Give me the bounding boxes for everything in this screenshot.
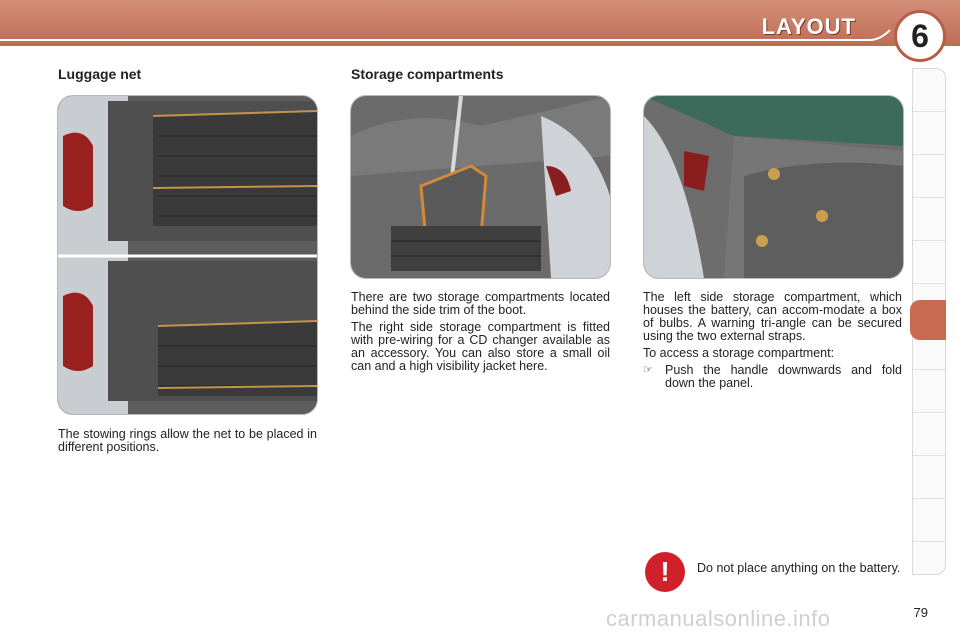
- warning-text: [697, 562, 902, 579]
- storage-column-1: [351, 291, 610, 377]
- chapter-tab[interactable]: [913, 456, 945, 499]
- warning-icon: !: [645, 552, 685, 592]
- chapter-tab[interactable]: [913, 69, 945, 112]
- page-number: 79: [913, 605, 928, 620]
- page-title: LAYOUT: [761, 14, 856, 39]
- storage-column-2: [643, 291, 902, 390]
- chapter-tab[interactable]: [913, 155, 945, 198]
- luggage-net-paragraph: The stowing rings allow the net to be placed in different positions.: [58, 427, 317, 454]
- storage-paragraph: The right side storage compartment is fitted with pre-wiring for a CD changer available as an accessory. You can also store a small oil can and a high visibility jacket here.: [351, 320, 610, 373]
- storage-paragraph: To access a storage compartment:: [643, 346, 835, 360]
- watermark: carmanualsonline.info: [606, 606, 831, 631]
- chapter-tab[interactable]: [913, 198, 945, 241]
- chapter-tab[interactable]: [913, 241, 945, 284]
- chapter-tab[interactable]: [913, 370, 945, 413]
- active-chapter-tab[interactable]: [910, 300, 946, 340]
- storage-paragraph: There are two storage compartments located behind the side trim of the boot.: [351, 290, 610, 317]
- storage-heading: Storage compartments: [351, 66, 504, 82]
- chapter-number-badge: 6: [894, 10, 946, 62]
- luggage-net-text: [58, 428, 317, 458]
- luggage-net-photo: [57, 95, 318, 415]
- chapter-tab[interactable]: [913, 413, 945, 456]
- warning-paragraph: Do not place anything on the battery.: [697, 561, 901, 575]
- storage-paragraph: The left side storage compartment, which houses the battery, can accom-modate a box of bulbs. A warning tri-angle can be secured using the two external straps.: [643, 290, 902, 343]
- chapter-tab[interactable]: [913, 112, 945, 155]
- bullet-text: Push the handle downwards and fold down the panel.: [665, 363, 902, 390]
- pointing-hand-icon: ☞: [643, 364, 653, 376]
- right-storage-photo: [350, 95, 611, 279]
- page-header: [0, 0, 960, 46]
- luggage-net-heading: Luggage net: [58, 66, 142, 82]
- left-storage-photo: [643, 95, 904, 279]
- chapter-tab[interactable]: [913, 499, 945, 542]
- bullet-item: [643, 364, 902, 390]
